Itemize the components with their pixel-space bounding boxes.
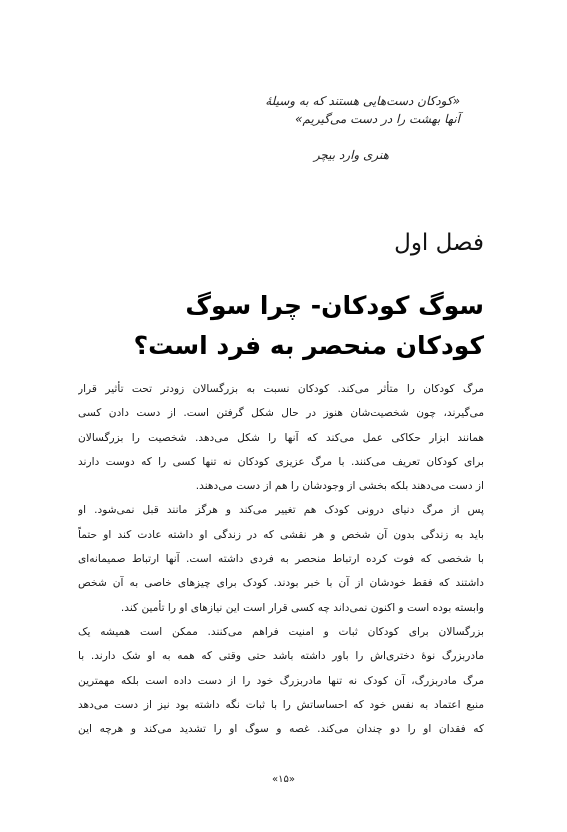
epigraph-line: «کودکان دست‌هایی هستند که به وسیلهٔ	[265, 94, 460, 108]
text-line: همانند ابزار حکاکی عمل می‌کند که آنها را شکل می‌دهد. شخصیت را بزرگسالان	[78, 431, 484, 444]
epigraph-author: هنری وارد بیچر	[313, 148, 389, 162]
text-line: بزرگسالان برای کودکان ثبات و امنیت فراهم می‌کنند. ممکن است همیشه یک	[78, 625, 484, 638]
text-line: وابسته بوده است و اکنون نمی‌داند چه کسی قرار است این نیازهای او را تأمین کند.	[120, 601, 484, 614]
text-line: مرگ مادربزرگ، آن کودک نه تنها مادربزرگ خود را از دست داده است بلکه مهمترین	[78, 674, 484, 687]
text-line: داشتند که فقط خودشان از آن با خبر بودند. کودک برای چیزهای خاصی به آن شخص	[78, 577, 484, 590]
text-line: با شخصی که فوت کرده ارتباط منحصر به فردی داشته است. آنها ارتباط صمیمانه‌ای	[78, 553, 484, 566]
chapter-title	[64, 286, 484, 366]
page-number: «۱۵»	[272, 774, 295, 785]
text-line: برای کودکان تعریف می‌کنند. با مرگ عزیزی کودکان نه تنها کسی را که دوست دارند	[78, 455, 484, 468]
body-text	[78, 377, 484, 741]
chapter-title-line: سوگ کودکان- چرا سوگ	[185, 291, 484, 320]
text-line: مادربزرگ نوهٔ دختری‌اش را باور داشته باشد حتی وقتی که همه به او شک دارند. با	[78, 650, 484, 663]
text-line: مرگ کودکان را متأثر می‌کند. کودکان نسبت به بزرگسالان زودتر تحت تأثیر قرار	[78, 383, 484, 395]
chapter-title-line: کودکان منحصر به فرد است؟	[133, 331, 484, 360]
text-line: که فقدان او را دو چندان می‌کند. غصه و سوگ او را تشدید می‌کند و هرچه این	[78, 723, 484, 736]
epigraph-quote	[160, 92, 460, 128]
text-line: باید به زندگی بدون آن شخص و هر نقشی که در زندگی او داشته عادت کند او حتماً	[78, 528, 484, 541]
text-line: منبع اعتماد به نفس خود که احساساتش را با ثبات نگه داشته بود نیز از دست می‌دهد	[78, 698, 484, 711]
text-line: می‌گیرند، چون شخصیت‌شان هنوز در حال شکل گرفتن است. از دست دادن کسی	[78, 407, 484, 420]
text-line: پس از مرگ دنیای درونی کودک هم تغییر می‌کند و هرگز مانند قبل نمی‌شود. او	[78, 504, 484, 517]
chapter-label: فصل اول	[394, 230, 484, 256]
epigraph-line: آنها بهشت را در دست می‌گیریم»	[295, 112, 460, 126]
text-line: از دست می‌دهند بلکه بخشی از وجودشان را هم از دست می‌دهند.	[195, 480, 484, 493]
